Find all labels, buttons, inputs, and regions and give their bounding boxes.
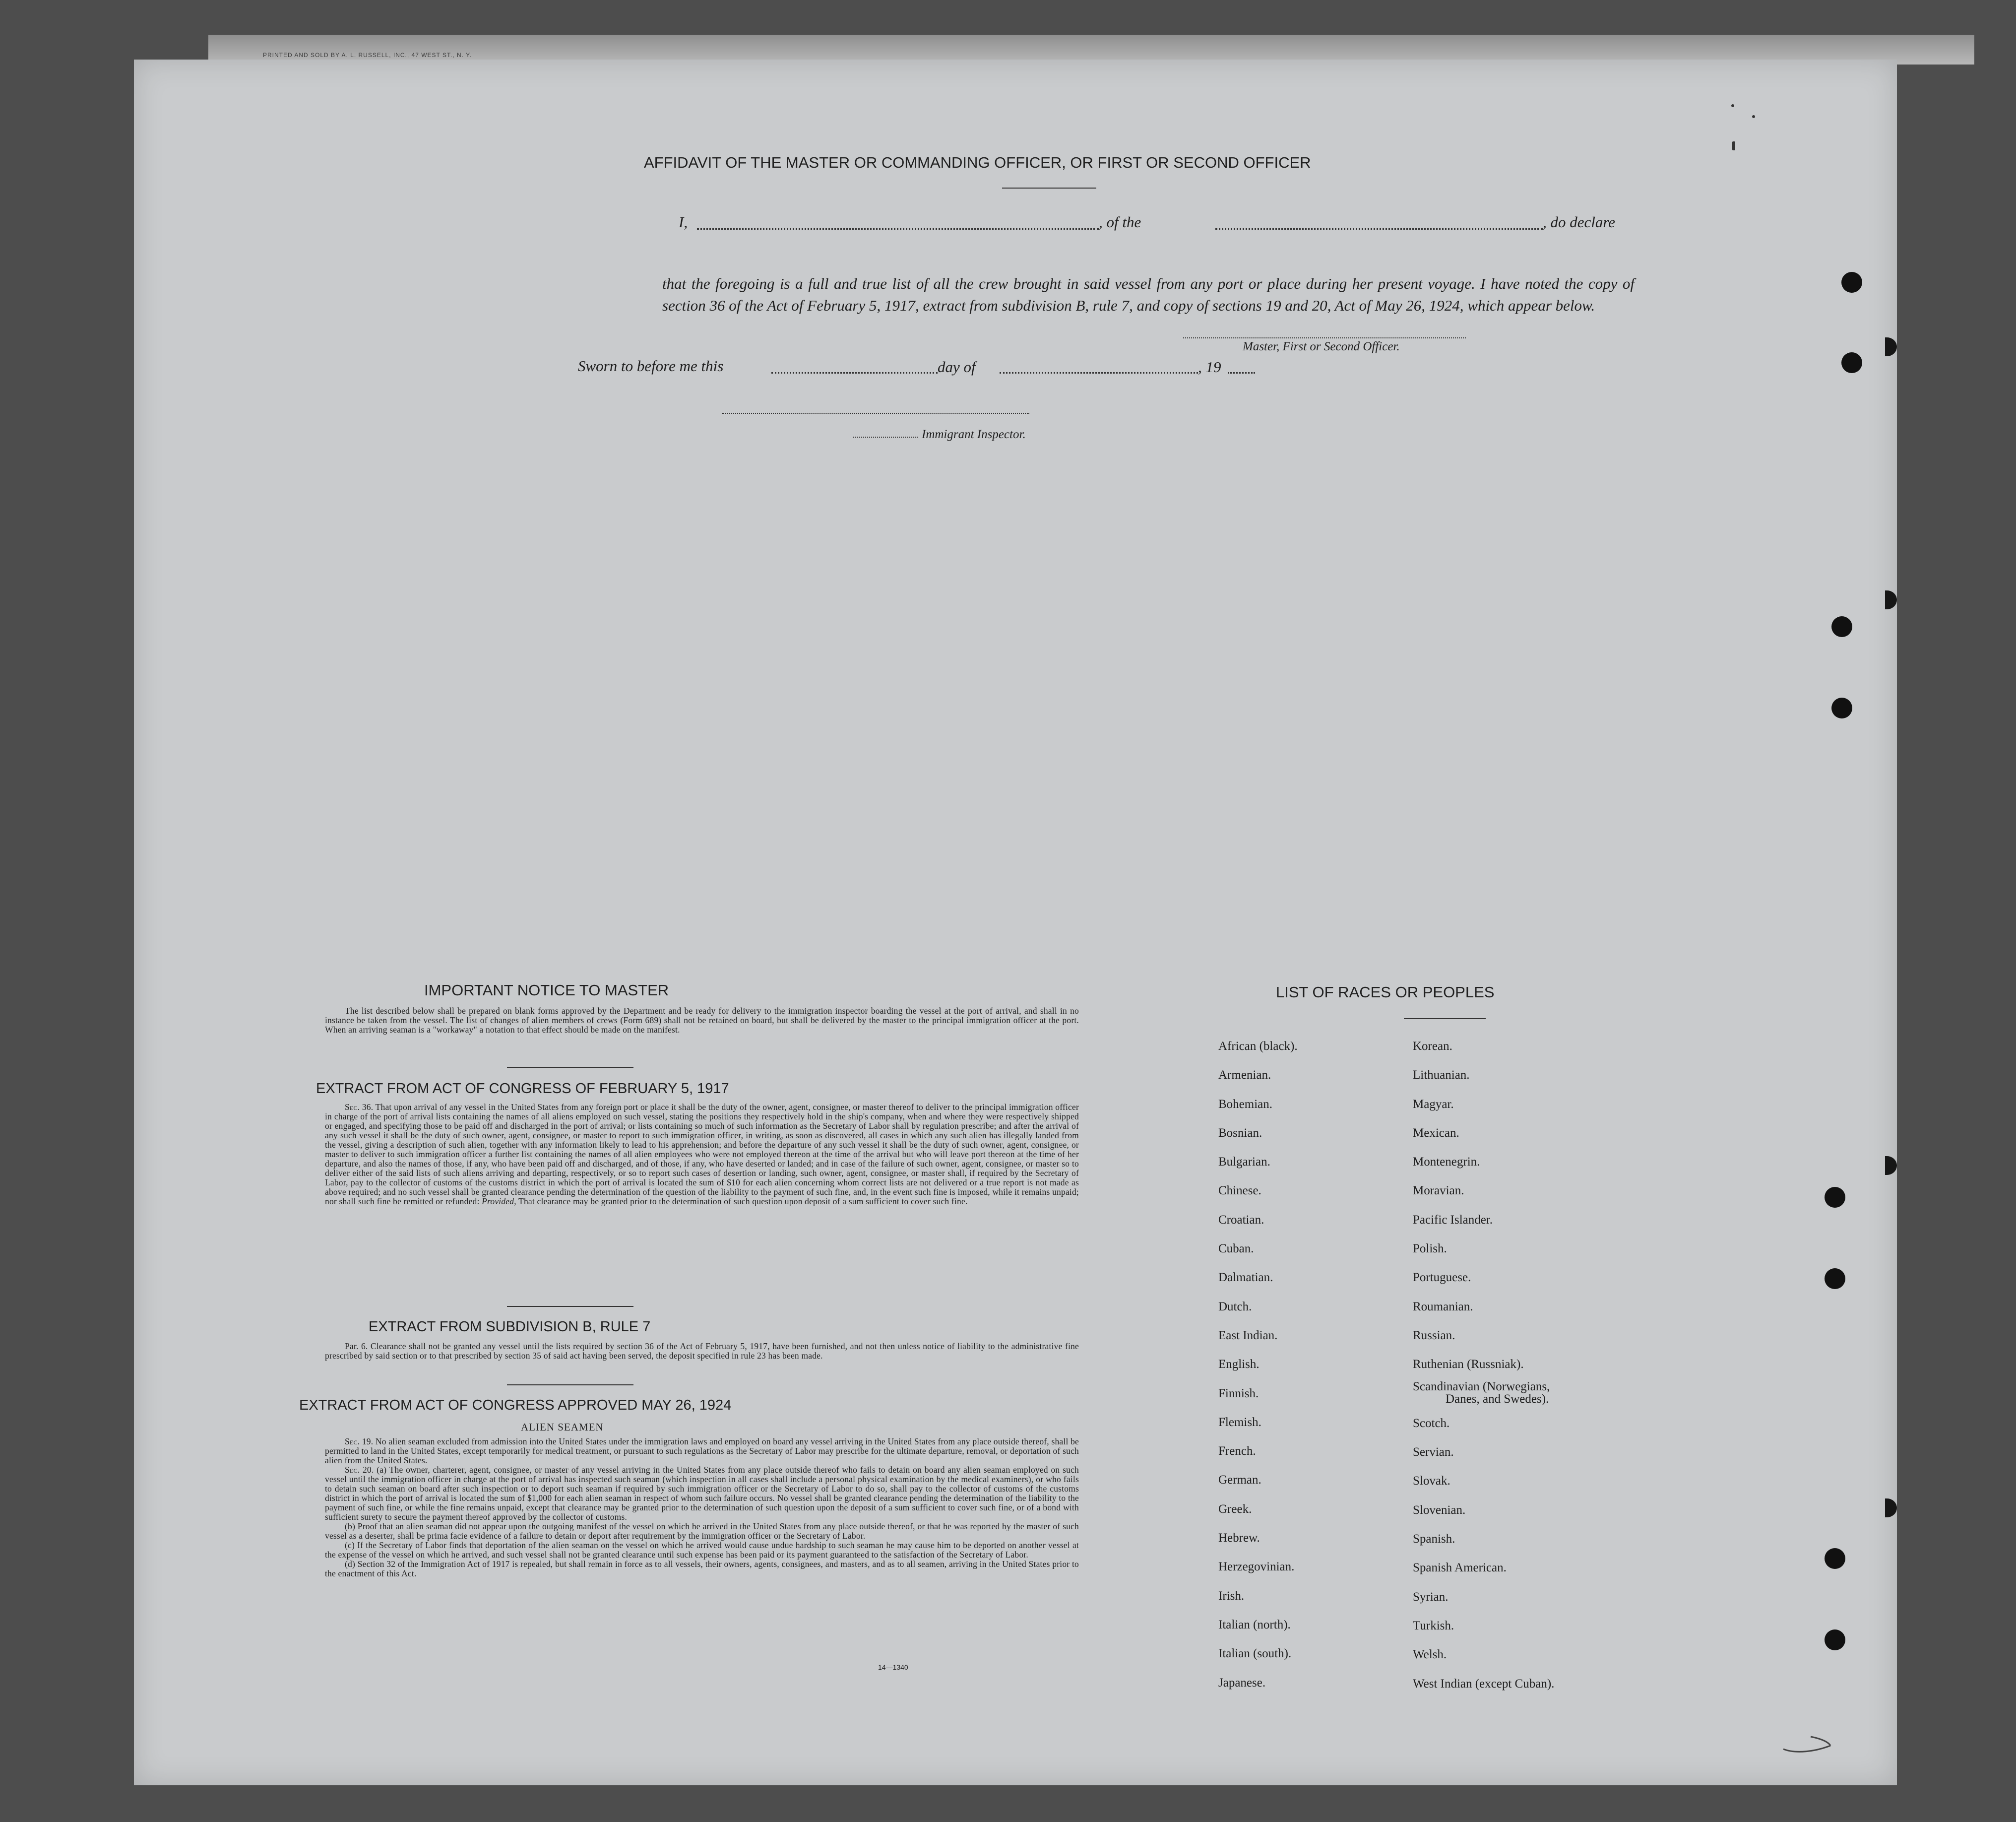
section-20c-text: (c) If the Secretary of Labor finds that deportation of the alien seaman on the vessel on which he arrived would cause undue hardship to such seaman he may cause him to be deported on another vessel at the expense of the vessel on which he arrived, and such vessel shall not be granted clearance until such expense has been paid or its payment guaranteed to the satisfaction of the Secretary of Labor. [325,1540,1079,1560]
race-item: Syrian. [1413,1590,1449,1604]
race-item: Dalmatian. [1218,1271,1273,1285]
inspector-lead-dots [853,437,918,438]
binder-notch [1885,1498,1897,1517]
race-item: Scotch. [1413,1416,1450,1430]
race-item: East Indian. [1218,1328,1278,1342]
section-divider [507,1067,633,1068]
race-item: Herzegovinian. [1218,1560,1295,1574]
race-item: Flemish. [1218,1415,1261,1429]
inspector-signature-line [722,413,1029,414]
race-item: Irish. [1218,1589,1245,1603]
race-item: Korean. [1413,1040,1452,1053]
extract-rule7-title: EXTRACT FROM SUBDIVISION B, RULE 7 [369,1319,651,1335]
name-blank [697,228,1099,230]
race-item: Japanese. [1218,1676,1266,1690]
affidavit-i-label: I, [679,213,688,231]
affidavit-do-declare: , do declare [1543,213,1616,231]
race-item: Slovak. [1413,1474,1450,1488]
race-item: Greek. [1218,1502,1252,1516]
race-item-continued: Danes, and Swedes). [1446,1392,1549,1406]
day-of-label: day of [938,358,976,376]
race-item: Bulgarian. [1218,1155,1270,1169]
notice-paragraph: The list described below shall be prepared on blank forms approved by the Department and be ready for delivery to the immigration inspector boarding the vessel at the port of arrival, and shall in no instance be taken from the vessel. The list of changes of alien members of crews (Form 689) shall not be retained on board, but shall be delivered by the master to the principal immigration officer at the port. When an arriving seaman is a "workaway" a notation to that effect should be made on the manifest. [325,1006,1079,1035]
sworn-label: Sworn to before me this [578,357,724,375]
printer-imprint: PRINTED AND SOLD BY A. L. RUSSELL, INC., 47 WEST ST., N. Y. [263,52,472,59]
section-19-text: No alien seaman excluded from admission into the United States under the immigration laws and employed on board any vessel arriving in the United States from any place outside thereof, shall be permitted to land in the United States, except temporarily for medical treatment, or pursuant to such regulations as the Secretary of Labor may prescribe for the ultimate departure, removal, or deportation of such alien from the United States. [325,1436,1079,1465]
section-divider [507,1384,633,1385]
race-item: French. [1218,1444,1256,1458]
master-signature-line [1183,337,1466,338]
race-item: Welsh. [1413,1648,1447,1662]
race-item: Italian (north). [1218,1618,1291,1631]
ink-speck [1731,104,1734,107]
vessel-blank [1215,228,1543,230]
section-20a-text: (a) The owner, charterer, agent, consignee, or master of any vessel arriving in the United States from any place outside thereof who fails to detain on board any alien seaman employed on such vessel until the immigration officer in charge at the port of arrival has inspected such seaman (which inspection in all cases shall include a personal physical examination by the medical examiners), or who fails to detain such seaman on board after such inspection or to deport such seaman if required by such immigration officer or the Secretary of Labor to do so, shall pay to the collector of customs of the customs district in which the port of arrival is located the sum of $1,000 for each alien seaman in respect of whom such failure occurs. No vessel shall be granted clearance pending the determination of the liability to the payment of such fine, or while the fine remains unpaid, except that clearance may be granted prior to the determination of such question upon the deposit of a sum sufficient to cover such fine, or of a bond with sufficient surety to secure the payment thereof approved by the collector of customs. [325,1465,1079,1522]
extract-1917-text [325,1103,1079,1206]
race-item: Lithuanian. [1413,1068,1470,1082]
race-item: Servian. [1413,1445,1454,1459]
section-36-text: That upon arrival of any vessel in the United States from any foreign port or place it shall be the duty of the owner, agent, consignee, or master thereof to deliver to the principal immigration officer in charge of the port of arrival lists containing the names of all aliens employed on such vessel, stating the positions they respectively hold in the ship's company, when and where they were respectively shipped or engaged, and specifying those to be paid off and discharged in the port of arrival; or lists containing so much of such information as the Secretary of Labor shall by regulation prescribe; and after the arrival of any such vessel it shall be the duty of such owner, agent, consignee, or master to report to such immigration officer, in writing, as soon as discovered, all cases in which any such alien has illegally landed from the vessel, giving a description of such alien, together with any information likely to lead to his apprehension; and before the departure of any such vessel it shall be the duty of such owner, agent, consignee, or master to deliver to such immigration officer a further list containing the names of all alien employees who were not employed thereon at the time of the arrival but who will leave port thereon at the time of her departure, and also the names of those, if any, who have been paid off and discharged, and of those, if any, who have deserted or landed; and in case of the failure of such owner, agent, consignee, or master so to deliver either of the said lists of such aliens arriving and departing, respectively, or so to report such cases of desertion or landing, such owner, agent, consignee, or master shall, if required by the Secretary of Labor, pay to the collector of customs of the customs district in which the port of arrival is located the sum of $10 for each alien concerning whom correct lists are not delivered or a true report is not made as above required; and no such vessel shall be granted clearance pending the determination of the question of the liability to the payment of such fine, and, in the event such fine is imposed, while it remains unpaid; nor shall such fine be remitted or refunded: [325,1102,1079,1206]
race-item: Spanish. [1413,1532,1455,1546]
race-item: Finnish. [1218,1386,1259,1400]
race-item: Pacific Islander. [1413,1213,1493,1227]
rule7-paragraph: Par. 6. Clearance shall not be granted any vessel until the lists required by section 36 of the Act of February 5, 1917, have been furnished, and not then unless notice of liability to the administrative fine prescribed by said section or to that prescribed by section 35 of said act having been served, the deposit specified in rule 23 has been made. [325,1341,1079,1361]
races-title: LIST OF RACES OR PEOPLES [1276,983,1495,1001]
form-number: 14—1340 [878,1663,908,1671]
race-item: English. [1218,1358,1260,1371]
race-item: Moravian. [1413,1184,1464,1198]
race-item: German. [1218,1473,1261,1487]
sworn-year-blank [1228,372,1255,374]
race-item: Montenegrin. [1413,1155,1480,1169]
race-item: Spanish American. [1413,1561,1507,1575]
binder-hole [1825,1629,1845,1650]
race-item-multiline [1413,1379,1554,1409]
race-item: Ruthenian (Russniak). [1413,1358,1524,1371]
year-label: , 19 [1198,358,1221,376]
race-item: Scandinavian (Norwegians, [1413,1379,1550,1393]
binder-notch [1885,337,1897,356]
race-item: Armenian. [1218,1068,1271,1082]
affidavit-title: AFFIDAVIT OF THE MASTER OR COMMANDING OFFICER, OR FIRST OR SECOND OFFICER [644,154,1311,171]
document-page [134,60,1897,1785]
affidavit-body: that the foregoing is a full and true list of all the crew brought in said vessel from any port or place during her present voyage. I have noted the copy of section 36 of the Act of February 5, 1917, extract from subdivision B, rule 7, and copy of sections 19 and 20, Act of May 26, 1924, which appear below. [662,275,1635,314]
extract-rule7-text [325,1342,1079,1361]
race-item: Magyar. [1413,1097,1454,1111]
provided-label: Provided, [482,1196,516,1206]
inspector-signature-label: Immigrant Inspector. [922,428,1026,441]
race-item: Dutch. [1218,1300,1252,1313]
race-item: Hebrew. [1218,1531,1260,1545]
races-divider [1404,1018,1486,1019]
pencil-mark [1781,1732,1835,1757]
race-item: African (black). [1218,1040,1298,1053]
binder-notch [1885,1156,1897,1175]
master-signature-label: Master, First or Second Officer. [1243,340,1400,353]
race-item: Bosnian. [1218,1126,1262,1140]
binder-hole [1831,616,1852,637]
binder-hole [1831,698,1852,718]
affidavit-of-the: , of the [1099,213,1141,231]
binder-hole [1825,1268,1845,1289]
extract-1917-title: EXTRACT FROM ACT OF CONGRESS OF FEBRUARY 5, 1917 [316,1081,729,1097]
race-item: Roumanian. [1413,1300,1473,1313]
notice-text [325,1006,1079,1035]
section-label: Sec. 20. [345,1465,374,1475]
races-left-column [1218,1032,1298,1697]
race-item: Polish. [1413,1242,1447,1256]
title-divider [1002,188,1096,189]
extract-1924-text [325,1437,1079,1578]
section-label: Sec. 36. [345,1102,374,1112]
binder-hole [1825,1187,1845,1208]
sworn-day-blank [771,372,938,374]
race-item: Cuban. [1218,1242,1254,1256]
race-item: Chinese. [1218,1184,1261,1198]
section-20d-text: (d) Section 32 of the Immigration Act of 1917 is repealed, but shall remain in force as to all vessels, their owners, agents, consignees, and masters, and as to all seamen, arriving in the United States prior to the enactment of this Act. [325,1559,1079,1578]
race-item: Russian. [1413,1328,1455,1342]
alien-seamen-subtitle: ALIEN SEAMEN [521,1421,604,1433]
race-item: Portuguese. [1413,1271,1471,1285]
binder-hole [1841,272,1862,293]
extract-1924-title: EXTRACT FROM ACT OF CONGRESS APPROVED MAY 26, 1924 [299,1397,732,1413]
race-item: Turkish. [1413,1619,1454,1632]
section-divider [507,1306,633,1307]
binder-notch [1885,590,1897,609]
race-item: Mexican. [1413,1126,1459,1140]
race-item: West Indian (except Cuban). [1413,1677,1555,1691]
binder-hole [1841,352,1862,373]
race-item: Croatian. [1218,1213,1264,1227]
section-36-text-end: That clearance may be granted prior to the determination of such question upon deposit of a sum sufficient to cover such fine. [518,1196,968,1206]
sworn-month-blank [1000,372,1198,374]
binder-hole [1825,1548,1845,1569]
race-item: Bohemian. [1218,1097,1273,1111]
race-item: Slovenian. [1413,1503,1466,1517]
races-right-column [1413,1032,1554,1698]
notice-title: IMPORTANT NOTICE TO MASTER [424,981,669,999]
section-20b-text: (b) Proof that an alien seaman did not appear upon the outgoing manifest of the vessel on which he arrived in the United States from any place outside thereof, or that he was reported by the master of such vessel as a deserter, shall be prima facie evidence of a failure to detain or deport after requirement by the immigration officer or the Secretary of Labor. [325,1521,1079,1541]
section-label: Sec. 19. [345,1436,374,1446]
ink-speck [1732,141,1735,150]
race-item: Italian (south). [1218,1647,1292,1661]
ink-speck [1752,115,1755,118]
